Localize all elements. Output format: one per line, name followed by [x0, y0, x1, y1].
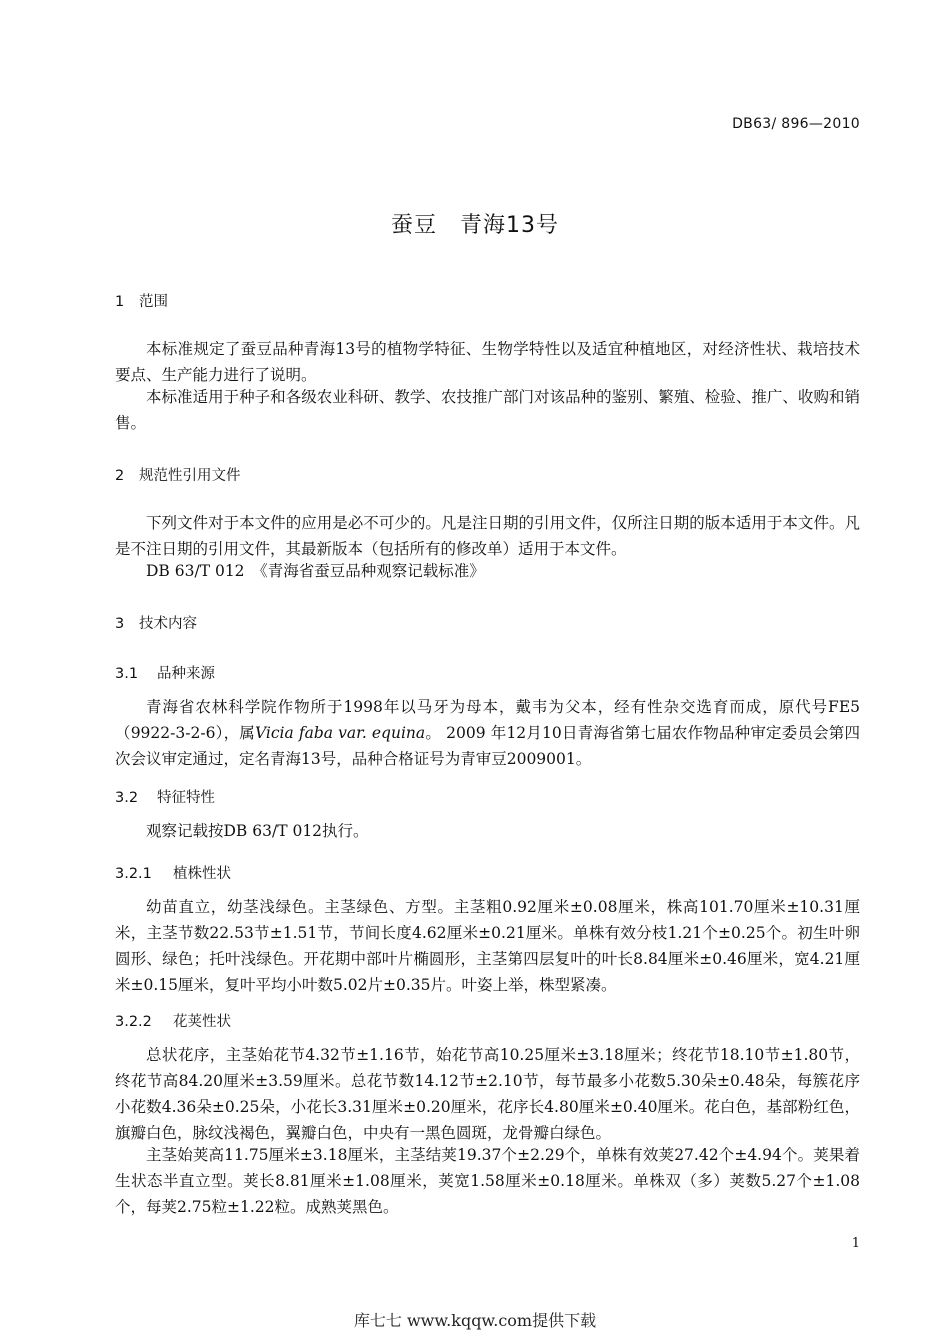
section-number: 1	[115, 294, 125, 310]
document-code: DB63/ 896—2010	[732, 116, 860, 132]
section-3-heading	[115, 612, 197, 633]
section-title: 规范性引用文件	[139, 468, 241, 484]
paragraph: 总状花序，主茎始花节4.32节±1.16节，始花节高10.25厘米±3.18厘米；终花节18.10节±1.80节，终花节高84.20厘米±3.59厘米。总花节数14.12节±2.10节，每节最多小花数5.30朵±0.48朵，每簇花序小花数4.36朵±0.25朵，小花长3.31厘米±0.20厘米，花序长4.80厘米±0.40厘米。花白色，基部粉红色，旗瓣白色，脉纹浅褐色，翼瓣白色，中央有一黑色圆斑，龙骨瓣白绿色。	[115, 1046, 860, 1142]
section-number: 3.1	[115, 666, 139, 682]
paragraph: 主茎始荚高11.75厘米±3.18厘米，主茎结荚19.37个±2.29个，单株有效荚27.42个±4.94个。荚果着生状态半直立型。荚长8.81厘米±1.08厘米，荚宽1.58厘米±0.18厘米。单株双（多）荚数5.27个±1.08个，每荚2.75粒±1.22粒。成熟荚黑色。	[115, 1146, 860, 1216]
section-1-heading	[115, 290, 168, 311]
text-run: 。 2009 年12月10日青海省第七届农作物品种审定委员会第四次会议审定通过，定名青海13号，品种合格证号为青审豆2009001。	[115, 724, 861, 768]
paragraph: 本标准适用于种子和各级农业科研、教学、农技推广部门对该品种的鉴别、繁殖、检验、推广、收购和销售。	[115, 388, 860, 432]
section-title: 技术内容	[139, 616, 197, 632]
section-number: 3.2	[115, 790, 139, 806]
section-title: 植株性状	[173, 866, 231, 882]
document-title: 蚕豆 青海13号	[391, 213, 559, 238]
section-3-2-heading	[115, 786, 215, 807]
paragraph: 下列文件对于本文件的应用是必不可少的。凡是注日期的引用文件，仅所注日期的版本适用于本文件。凡是不注日期的引用文件，其最新版本（包括所有的修改单）适用于本文件。	[115, 514, 860, 558]
download-watermark: 库七七 www.kqqw.com提供下载	[353, 1311, 597, 1330]
section-number: 2	[115, 468, 125, 484]
section-number: 3.2.2	[115, 1014, 152, 1030]
text-run: 青海省农林科学院作物所于1998年以马牙为母本，戴韦为父本，经有性杂交选育而成，原代号FE5（9922-3-2-6），属	[115, 698, 860, 742]
section-title: 品种来源	[157, 666, 215, 682]
section-3-2-2-heading	[115, 1010, 231, 1031]
paragraph: 幼苗直立，幼茎浅绿色。主茎绿色、方型。主茎粗0.92厘米±0.08厘米，株高101.70厘米±10.31厘米，主茎节数22.53节±1.51节，节间长度4.62厘米±0.21厘米。单株有效分枝1.21个±0.25个。初生叶卵圆形、绿色；托叶浅绿色。开花期中部叶片椭圆形，主茎第四层复叶的叶长8.84厘米±0.46厘米，宽4.21厘米±0.15厘米，复叶平均小叶数5.02片±0.35片。叶姿上举，株型紧凑。	[115, 898, 860, 994]
paragraph: 观察记载按DB 63/T 012执行。	[146, 822, 369, 840]
section-2-heading	[115, 464, 241, 485]
paragraph: 本标准规定了蚕豆品种青海13号的植物学特征、生物学特性以及适宜种植地区，对经济性状、栽培技术要点、生产能力进行了说明。	[115, 340, 860, 384]
latin-name: Vicia faba var. equina	[254, 724, 426, 742]
section-title: 特征特性	[157, 790, 215, 806]
paragraph	[115, 694, 860, 772]
section-number: 3	[115, 616, 125, 632]
reference-entry: DB 63/T 012 《青海省蚕豆品种观察记载标准》	[146, 562, 485, 580]
section-number: 3.2.1	[115, 866, 152, 882]
section-3-1-heading	[115, 662, 215, 683]
page-number: 1	[851, 1236, 860, 1251]
section-title: 花荚性状	[173, 1014, 231, 1030]
section-3-2-1-heading	[115, 862, 231, 883]
section-title: 范围	[139, 294, 168, 310]
